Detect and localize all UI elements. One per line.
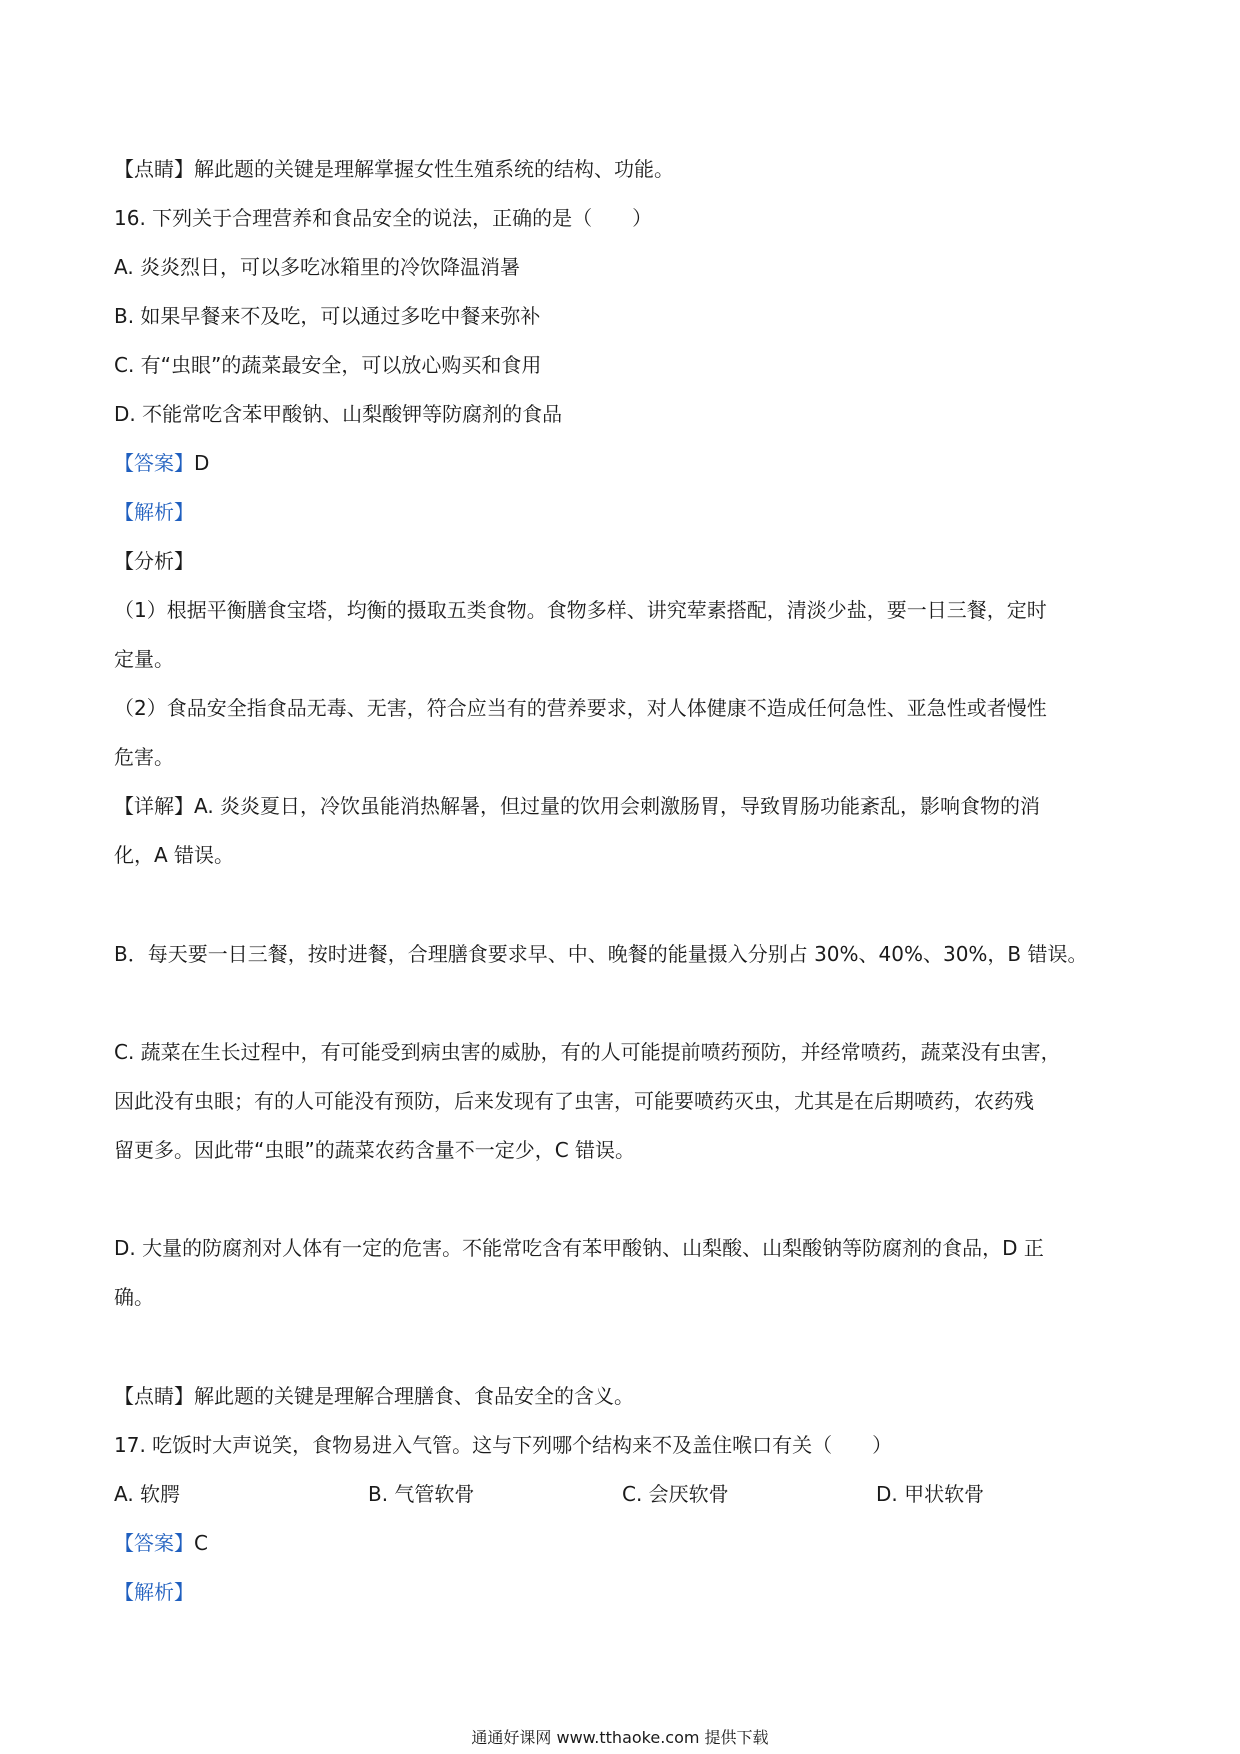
answer-tag: 【答案】	[114, 1531, 194, 1555]
q17-option-b: B. 气管软骨	[368, 1482, 475, 1506]
answer-value: C	[194, 1531, 208, 1555]
q17-option-d: D. 甲状软骨	[876, 1482, 985, 1506]
q16-fenxi-2-line1: （2）食品安全指食品无毒、无害，符合应当有的营养要求，对人体健康不造成任何急性、亚急性或者慢性	[114, 696, 1047, 720]
page-footer: 通通好课网 www.tthaoke.com 提供下载	[471, 1728, 769, 1747]
q17-answer	[114, 1529, 1130, 1557]
q16-fenxi-1-line2: 定量。	[114, 647, 174, 671]
q16-stem: 16. 下列关于合理营养和食品安全的说法，正确的是（ ）	[114, 206, 653, 230]
answer-tag: 【答案】	[114, 451, 194, 475]
q15-dianjing	[114, 155, 1130, 183]
q16-xiangjie-b: B．每天要一日三餐，按时进餐，合理膳食要求早、中、晚餐的能量摄入分别占 30%、40%、30%，B 错误。	[114, 942, 1088, 966]
xiangjie-tag: 【详解】	[114, 794, 194, 818]
q16-option-b: B. 如果早餐来不及吃，可以通过多吃中餐来弥补	[114, 304, 541, 328]
dianjing-text: 解此题的关键是理解合理膳食、食品安全的含义。	[194, 1384, 634, 1408]
dianjing-tag: 【点睛】	[114, 157, 194, 181]
q16-xiangjie-c-line1: C. 蔬菜在生长过程中，有可能受到病虫害的威胁，有的人可能提前喷药预防，并经常喷药，蔬菜没有虫害，	[114, 1040, 1061, 1064]
dianjing-tag: 【点睛】	[114, 1384, 194, 1408]
xiangjie-a-text: A. 炎炎夏日，冷饮虽能消热解暑，但过量的饮用会刺激肠胃，导致胃肠功能紊乱，影响食物的消	[194, 794, 1041, 818]
q17-option-a: A. 软腭	[114, 1482, 181, 1506]
q16-option-d: D. 不能常吃含苯甲酸钠、山梨酸钾等防腐剂的食品	[114, 402, 563, 426]
q16-xiangjie-a-line2: 化，A 错误。	[114, 843, 235, 867]
dianjing-text: 解此题的关键是理解掌握女性生殖系统的结构、功能。	[194, 157, 674, 181]
q16-xiangjie-c-line2: 因此没有虫眼；有的人可能没有预防，后来发现有了虫害，可能要喷药灭虫，尤其是在后期喷药，农药残	[114, 1089, 1034, 1113]
q16-xiangjie-d-line1: D. 大量的防腐剂对人体有一定的危害。不能常吃含有苯甲酸钠、山梨酸、山梨酸钠等防腐剂的食品，D 正	[114, 1236, 1044, 1260]
q16-fenxi-1-line1: （1）根据平衡膳食宝塔，均衡的摄取五类食物。食物多样、讲究荤素搭配，清淡少盐，要一日三餐，定时	[114, 598, 1047, 622]
q16-answer	[114, 449, 1130, 477]
q16-xiangjie-c-line3: 留更多。因此带“虫眼”的蔬菜农药含量不一定少，C 错误。	[114, 1138, 636, 1162]
q17-option-c: C. 会厌软骨	[622, 1482, 729, 1506]
q16-option-c: C. 有“虫眼”的蔬菜最安全，可以放心购买和食用	[114, 353, 542, 377]
q16-dianjing	[114, 1382, 1130, 1410]
q16-fenxi-tag: 【分析】	[114, 549, 194, 573]
q17-jiexi-tag: 【解析】	[114, 1580, 194, 1604]
q16-option-a: A. 炎炎烈日，可以多吃冰箱里的冷饮降温消暑	[114, 255, 521, 279]
q17-stem: 17. 吃饭时大声说笑，食物易进入气管。这与下列哪个结构来不及盖住喉口有关（ ）	[114, 1433, 893, 1457]
q16-xiangjie-d-line2: 确。	[114, 1285, 154, 1309]
q16-fenxi-2-line2: 危害。	[114, 745, 174, 769]
answer-value: D	[194, 451, 210, 475]
q16-jiexi-tag: 【解析】	[114, 500, 194, 524]
q16-xiangjie-a-line1	[114, 792, 1130, 820]
